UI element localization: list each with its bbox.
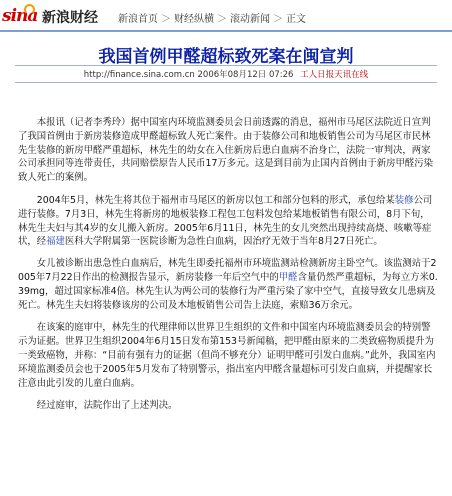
meta-divider-bottom bbox=[15, 82, 437, 83]
keyword-link-formaldehyde[interactable]: 甲醛 bbox=[278, 271, 298, 283]
article-body bbox=[18, 116, 438, 422]
meta-divider-top bbox=[15, 65, 437, 66]
header-divider bbox=[0, 30, 452, 32]
article-date: 2006年08月12日 bbox=[197, 70, 267, 80]
article-time: 07:26 bbox=[268, 70, 294, 80]
sina-eye-icon bbox=[24, 4, 35, 15]
paragraph-text: 公司进行装修。7月3日，林先生将新房的地板装修工程包工包料发包给某地板销售有限公司，8月下旬，林先生夫妇与其4岁的女儿搬入新房。2005年6月11日，林先生的女儿突然出现持续高烧、咳嗽等症状，经 bbox=[18, 194, 433, 248]
keyword-link-fujian[interactable]: 福建 bbox=[46, 236, 65, 248]
article-source-link[interactable]: 工人日报天讯在线 bbox=[300, 70, 369, 80]
article-paragraph-4: 在该案的庭审中，林先生的代理律师以世界卫生组织的文件和中国室内环境监测委员会的特别警示为证据。世界卫生组织2004年6月15日发布第153号新闻稿，把甲醛由原来的二类致癌物质提升为一类致癌物，并称：“目前有强有力的证据（但尚不够充分）证明甲醛可引发白血病。”此外，我国室内环境监测委员会也于2005年5月发布了特别警示，指出室内甲醛含量超标可引发白血病，并提醒家长注意由此引发的儿童白血病。 bbox=[18, 322, 436, 389]
top-bar bbox=[0, 0, 452, 36]
paragraph-text: 2004年5月，林先生将其位于福州市马尾区的新房以包工和部分包料的形式，承包给某 bbox=[36, 194, 395, 206]
article-paragraph-2 bbox=[18, 194, 438, 249]
breadcrumb-separator: ＞ bbox=[273, 14, 283, 25]
page-title: 我国首例甲醛超标致死案在闽宣判 bbox=[98, 47, 354, 67]
sina-logo-text: sina bbox=[2, 6, 38, 26]
article-paragraph-1: 本报讯（记者李秀玲）据中国室内环境监测委员会日前透露的消息，福州市马尾区法院近日宣判了我国首例由于新房装修造成甲醛超标致人死亡案件。由于装修公司和地板销售公司为马尾区市民林先生装修的新房甲醛严重超标，林先生的幼女在入住新房后患白血病不治身亡，法院一审判决，两家公司承担同等连带责任，共同赔偿原告人民币17万多元。这是到目前为止国内首例由于新房甲醛污染致人死亡的案例。 bbox=[18, 117, 434, 184]
article-meta bbox=[0, 68, 452, 80]
site-name: 新浪财经 bbox=[42, 10, 98, 26]
breadcrumb-rolling-news-link[interactable]: 滚动新闻 bbox=[230, 14, 270, 25]
article-paragraph-3 bbox=[18, 257, 438, 312]
article-url: http://finance.sina.com.cn bbox=[83, 70, 195, 80]
breadcrumb-separator: ＞ bbox=[161, 14, 171, 25]
breadcrumb bbox=[118, 10, 306, 25]
paragraph-text: 医科大学附属第一医院诊断为急性白血病，因治疗无效于当年8月27日死亡。 bbox=[64, 236, 383, 248]
breadcrumb-current: 正文 bbox=[286, 14, 306, 25]
paragraph-text: 含量仍然严重超标，为每立方米0.39mg，超过国家标准4倍。林先生认为两公司的装修行为严重污染了家中空气，直接导致女儿患病及死亡。林先生夫妇将装修该房的公司及木地板销售公司告上法庭，索赔36万余元。 bbox=[18, 271, 438, 311]
breadcrumb-separator: ＞ bbox=[217, 14, 227, 25]
paragraph-text: 女儿被诊断出患急性白血病后，林先生即委托福州市环境监测站检测新房主卧空气。该监测站于2005年7月22日作出的检测报告显示，新房装修一年后空气中的 bbox=[18, 258, 437, 283]
breadcrumb-home-link[interactable]: 新浪首页 bbox=[118, 14, 158, 25]
breadcrumb-finance-link[interactable]: 财经纵横 bbox=[174, 14, 214, 25]
article-paragraph-5: 经过庭审，法院作出了上述判决。 bbox=[36, 400, 178, 412]
keyword-link-decoration[interactable]: 装修 bbox=[394, 194, 414, 206]
